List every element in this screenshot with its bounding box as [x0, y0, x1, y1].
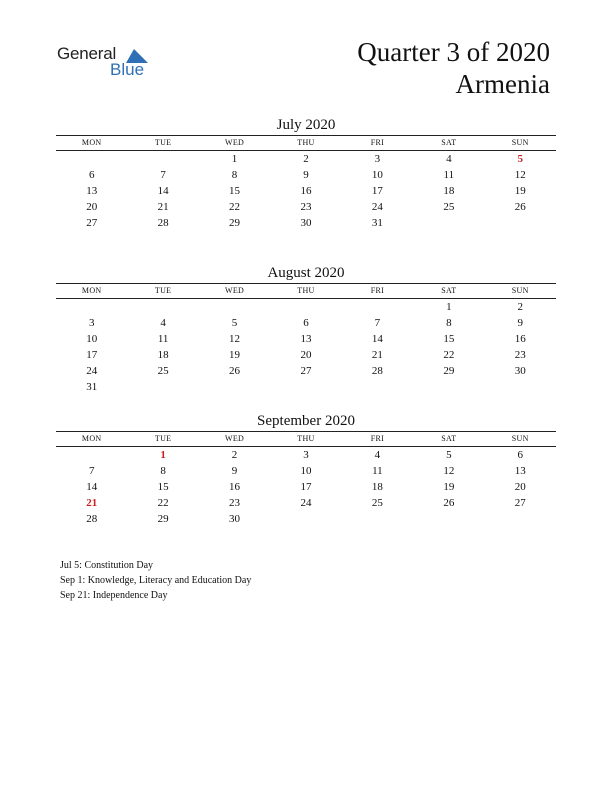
day-cell: 12	[229, 333, 241, 345]
day-cell: 17	[86, 349, 98, 361]
day-cell	[270, 299, 341, 315]
logo-blue-text: Blue	[110, 60, 145, 79]
week-row	[56, 315, 556, 331]
day-cell: 19	[229, 349, 241, 361]
weekday-label: SUN	[511, 434, 529, 443]
day-cell: 18	[371, 481, 383, 493]
day-cell	[56, 151, 127, 167]
day-cell: 28	[86, 513, 98, 525]
day-cell	[342, 299, 413, 315]
day-cell: 27	[86, 217, 98, 229]
holiday-day-cell: 5	[517, 153, 523, 165]
day-cell: 18	[443, 185, 455, 197]
week-row	[56, 347, 556, 363]
day-cell: 17	[371, 185, 383, 197]
day-cell: 10	[86, 333, 98, 345]
day-cell	[485, 511, 556, 527]
day-cell: 25	[443, 201, 455, 213]
holiday-note: Jul 5: Constitution Day	[60, 560, 154, 571]
day-cell: 30	[229, 513, 241, 525]
day-cell: 15	[443, 333, 455, 345]
day-cell: 14	[86, 481, 98, 493]
day-cell	[413, 379, 484, 395]
day-cell	[342, 379, 413, 395]
holiday-note: Sep 1: Knowledge, Literacy and Education Day	[60, 575, 252, 586]
day-cell: 20	[514, 481, 526, 493]
month-september	[56, 412, 556, 527]
day-cell: 14	[371, 333, 383, 345]
week-row	[56, 495, 556, 511]
weekday-label: THU	[297, 286, 315, 295]
day-cell: 3	[88, 317, 95, 329]
day-cell: 30	[514, 365, 526, 377]
weekday-label: THU	[297, 434, 315, 443]
weekday-label: TUE	[154, 286, 172, 295]
day-cell: 1	[231, 153, 238, 165]
day-cell: 7	[88, 465, 95, 477]
day-cell: 22	[443, 349, 455, 361]
weekday-header-row	[56, 431, 556, 447]
day-cell	[270, 379, 341, 395]
day-cell: 28	[157, 217, 169, 229]
day-cell: 6	[303, 317, 309, 329]
day-cell: 11	[157, 333, 169, 345]
day-cell: 23	[229, 497, 241, 509]
day-cell: 26	[229, 365, 241, 377]
day-cell	[199, 379, 270, 395]
day-cell: 19	[514, 185, 526, 197]
day-cell: 11	[443, 169, 455, 181]
day-cell: 2	[231, 449, 238, 461]
day-cell: 7	[374, 317, 381, 329]
week-row	[56, 331, 556, 347]
day-cell: 3	[303, 449, 309, 461]
day-cell: 9	[303, 169, 309, 181]
day-cell: 24	[86, 365, 98, 377]
weekday-label: FRI	[370, 286, 385, 295]
day-cell: 25	[371, 497, 383, 509]
day-cell: 2	[517, 301, 523, 313]
weekday-label: SUN	[511, 138, 529, 147]
weekday-label: TUE	[154, 434, 172, 443]
day-cell	[413, 215, 484, 231]
day-cell: 13	[514, 465, 526, 477]
day-cell	[413, 511, 484, 527]
day-cell: 31	[371, 217, 383, 229]
day-cell	[199, 299, 270, 315]
weekday-label: MON	[81, 434, 102, 443]
day-cell: 19	[443, 481, 455, 493]
day-cell: 27	[300, 365, 312, 377]
weekday-label: FRI	[370, 434, 385, 443]
day-cell: 20	[86, 201, 98, 213]
month-title: September 2020	[257, 413, 355, 429]
day-cell: 11	[372, 465, 383, 477]
weekday-header-row	[56, 283, 556, 299]
day-cell: 20	[300, 349, 312, 361]
month-title: August 2020	[267, 265, 345, 281]
day-cell: 8	[446, 317, 452, 329]
day-cell: 15	[157, 481, 169, 493]
week-row	[56, 183, 556, 199]
day-cell: 3	[374, 153, 381, 165]
weekday-label: WED	[224, 286, 245, 295]
day-cell	[127, 379, 198, 395]
day-cell: 15	[229, 185, 241, 197]
day-cell: 26	[443, 497, 455, 509]
week-row	[56, 463, 556, 479]
week-row	[56, 363, 556, 379]
day-cell: 6	[88, 169, 95, 181]
day-cell: 17	[300, 481, 312, 493]
holiday-note: Sep 21: Independence Day	[60, 590, 168, 601]
day-cell	[342, 511, 413, 527]
day-cell: 10	[371, 169, 383, 181]
day-cell	[56, 447, 127, 463]
day-cell: 22	[229, 201, 241, 213]
day-cell: 28	[371, 365, 383, 377]
day-cell	[485, 379, 556, 395]
week-row	[56, 379, 556, 395]
day-cell	[127, 151, 198, 167]
day-cell	[56, 299, 127, 315]
holiday-day-cell: 1	[160, 449, 166, 461]
week-row	[56, 299, 556, 315]
month-july	[56, 116, 556, 231]
weekday-header-row	[56, 135, 556, 151]
week-row	[56, 151, 556, 167]
day-cell	[485, 215, 556, 231]
holiday-notes	[60, 558, 251, 603]
day-cell: 24	[300, 497, 312, 509]
title-quarter: Quarter 3 of 2020	[357, 37, 550, 67]
week-row	[56, 479, 556, 495]
day-cell: 21	[371, 349, 383, 361]
week-row	[56, 447, 556, 463]
day-cell: 26	[514, 201, 526, 213]
weekday-label: SAT	[441, 434, 457, 443]
holiday-day-cell: 21	[86, 497, 98, 509]
day-cell: 23	[300, 201, 312, 213]
day-cell: 29	[229, 217, 241, 229]
weekday-label: MON	[81, 286, 102, 295]
day-cell: 23	[514, 349, 526, 361]
day-cell: 14	[157, 185, 169, 197]
day-cell: 29	[443, 365, 455, 377]
day-cell: 21	[157, 201, 169, 213]
weekday-label: FRI	[370, 138, 385, 147]
weekday-label: SAT	[441, 286, 457, 295]
day-cell: 9	[517, 317, 523, 329]
day-cell: 12	[514, 169, 526, 181]
generalblue-logo	[57, 44, 157, 84]
month-august	[56, 264, 556, 395]
weekday-label: THU	[297, 138, 315, 147]
day-cell: 12	[443, 465, 455, 477]
day-cell: 18	[157, 349, 169, 361]
day-cell: 27	[514, 497, 526, 509]
title-country: Armenia	[455, 69, 550, 99]
day-cell: 6	[517, 449, 523, 461]
day-cell: 22	[157, 497, 169, 509]
weekday-label: TUE	[154, 138, 172, 147]
day-cell: 1	[446, 301, 452, 313]
day-cell: 9	[231, 465, 238, 477]
day-cell: 4	[374, 449, 381, 461]
page-title	[357, 36, 550, 100]
day-cell: 13	[86, 185, 98, 197]
day-cell: 4	[160, 317, 166, 329]
month-title: July 2020	[276, 117, 336, 133]
day-cell: 29	[157, 513, 169, 525]
day-cell: 7	[160, 169, 166, 181]
week-row	[56, 215, 556, 231]
day-cell: 31	[86, 381, 98, 393]
day-cell	[127, 299, 198, 315]
day-cell	[270, 511, 341, 527]
weekday-label: WED	[224, 434, 245, 443]
weekday-label: WED	[224, 138, 245, 147]
day-cell: 24	[371, 201, 383, 213]
weekday-label: MON	[81, 138, 102, 147]
weekday-label: SAT	[441, 138, 457, 147]
day-cell: 25	[157, 365, 169, 377]
week-row	[56, 167, 556, 183]
day-cell: 8	[160, 465, 166, 477]
day-cell: 16	[300, 185, 312, 197]
day-cell: 13	[300, 333, 312, 345]
day-cell: 30	[300, 217, 312, 229]
day-cell: 5	[446, 449, 452, 461]
week-row	[56, 511, 556, 527]
week-row	[56, 199, 556, 215]
day-cell: 5	[231, 317, 238, 329]
day-cell: 4	[446, 153, 452, 165]
day-cell: 16	[229, 481, 241, 493]
day-cell: 2	[303, 153, 309, 165]
logo-general-text: General	[57, 44, 117, 63]
day-cell: 16	[514, 333, 526, 345]
day-cell: 10	[300, 465, 312, 477]
weekday-label: SUN	[511, 286, 529, 295]
day-cell: 8	[231, 169, 238, 181]
